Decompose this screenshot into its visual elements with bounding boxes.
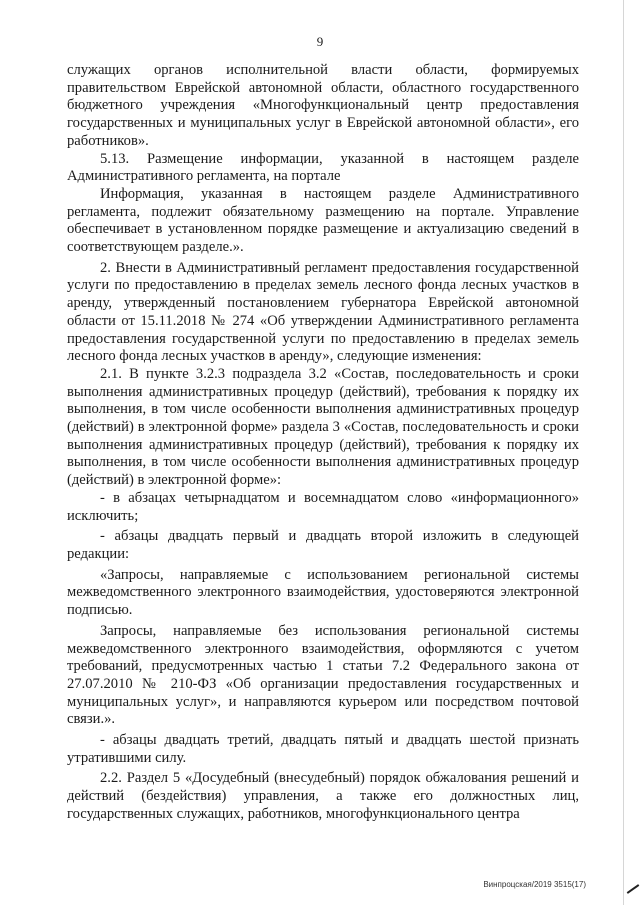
paragraph-item-2-2: 2.2. Раздел 5 «Досудебный (внесудебный) порядок обжалования решений и действий (бездействия) управления, а также его должностных лиц, государственных служащих, работников, многофункционального центра <box>67 770 579 822</box>
paragraph-bullet-exclude: - в абзацах четырнадцатом и восемнадцатом слово «информационного» исключить; <box>67 489 579 524</box>
paragraph-bullet-restate: - абзацы двадцать первый и двадцать второй изложить в следующей редакции: <box>67 528 579 562</box>
paragraph-item-2: 2. Внести в Административный регламент предоставления государственной услуги по предоставлению в пределах земель лесного фонда лесных участков в аренду, утвержденный постановлением губернатора Еврейской автономной области от 15.11.2018 № 274 «Об утверждении Административного регламента предоставления государственной услуги по предоставлению в пределах земель лесного фонда лесных участков в аренду», следующие изменения: <box>67 259 579 365</box>
paragraph-quote-requests-unsigned: Запросы, направляемые без использования региональной системы межведомственного электронного взаимодействия, оформляются с учетом требований, предусмотренных частью 1 статьи 7.2 Федерального закона от 27.07.2010 № 210-ФЗ «Об организации предоставления государственных и муниципальных услуг», и направляются курьером или посредством почтовой связи.». <box>67 622 579 728</box>
page-number: 9 <box>316 34 324 49</box>
footer-document-code: Винпроцская/2019 3515(17) <box>483 880 586 889</box>
paragraph-5-13-heading: 5.13. Размещение информации, указанной в настоящем разделе Административного регламента, на портале <box>67 150 579 185</box>
paragraph-quote-requests-signed: «Запросы, направляемые с использованием региональной системы межведомственного электронного взаимодействия, удостоверяются электронной подписью. <box>67 566 579 619</box>
paragraph-5-13-body: Информация, указанная в настоящем разделе Административного регламента, подлежит обязательному размещению на портале. Управление обеспечивает в установленном порядке размещение и актуализацию сведений в соответствующем разделе.». <box>67 185 579 256</box>
paragraph-item-2-1: 2.1. В пункте 3.2.3 подраздела 3.2 «Состав, последовательность и сроки выполнения административных процедур (действий), требования к порядку их выполнения, в том числе особенности выполнения административных процедур (действий) в электронной форме» раздела 3 «Состав, последовательность и сроки выполнения административных процедур (действий), требования к порядку их выполнения, в том числе особенности выполнения административных процедур (действий) в электронной форме»: <box>67 365 579 489</box>
scan-edge-line <box>623 0 624 905</box>
paragraph-bullet-repeal: - абзацы двадцать третий, двадцать пятый и двадцать шестой признать утратившими силу. <box>67 732 579 766</box>
paragraph-continuation: служащих органов исполнительной власти области, формируемых правительством Еврейской автономной области, областного государственного бюджетного учреждения «Многофункциональный центр предоставления государственных и муниципальных услуг в Еврейской автономной области», его работников». <box>67 62 579 149</box>
document-body <box>67 62 579 824</box>
scan-corner-mark <box>627 884 640 894</box>
